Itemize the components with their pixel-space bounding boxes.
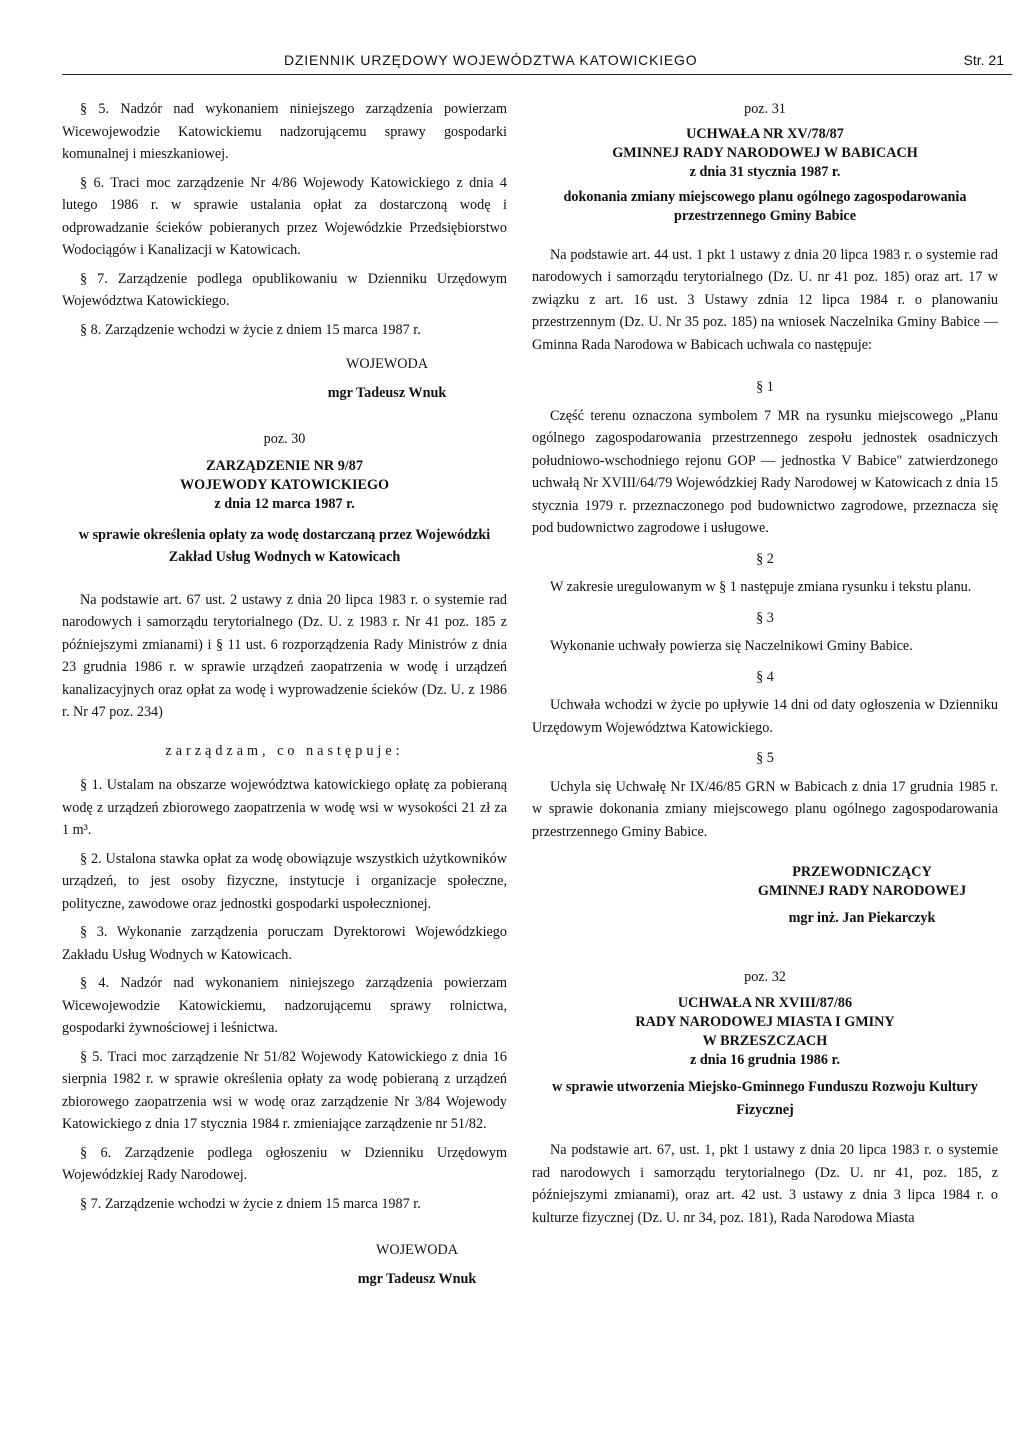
section-5: § 5. Traci moc zarządzenie Nr 51/82 Wojewody Katowickiego z dnia 16 sierpnia 1982 r. w sprawie określenia opłaty za wodę pobieraną z urządzeń zbiorowego zaopatrzenia wsi w wodę oraz zarządzenie Nr 3/84 Wojewody Katowickiego z dnia 17 stycznia 1984 r. zmieniające zarządzenie nr 51/82.	[62, 1048, 507, 1132]
section-7: § 7. Zarządzenie wchodzi w życie z dniem 15 marca 1987 r.	[80, 1195, 421, 1212]
position-number: poz. 31	[744, 101, 786, 117]
signature-name: mgr Tadeusz Wnuk	[357, 1270, 477, 1287]
signature-title: GMINNEJ RADY NARODOWEJ	[757, 883, 967, 899]
section-text-1: Część terenu oznaczona symbolem 7 MR na rysunku miejscowego „Planu ogólnego zagospodarowania przestrzennego zespołu jednostek osadniczych południowo-wschodniego rejonu GOP — jednostka V Babice" zatwierdzonego uchwałą Nr XVIII/64/79 Wojewódzkiej Rady Narodowej w Katowicach z dnia 15 stycznia 1979 r. przeznaczonego pod budownictwo zagrodowe, przeznacza się pod budownictwo zagrodowe i usługowe.	[532, 407, 998, 536]
signature-title: PRZEWODNICZĄCY	[792, 864, 932, 880]
resolution-preamble: Na podstawie art. 67, ust. 1, pkt 1 ustawy z dnia 20 lipca 1983 r. o systemie rad narodowych i samorządu terytorialnego (Dz. U. nr 41, poz. 185, z późniejszymi zmianami), oraz art. 42 ust. 3 ustawy z dnia 3 lipca 1984 r. o kulturze fizycznej (Dz. U. nr 34, poz. 181), Rada Narodowa Miasta	[532, 1142, 998, 1226]
section-1: § 1. Ustalam na obszarze województwa katowickiego opłatę za pobieraną wodę z urządzeń zbiorowego zaopatrzenia w wodę wsi w wysokości 21 zł za 1 m³.	[62, 777, 507, 838]
resolution-title: UCHWAŁA NR XVIII/87/86	[677, 995, 853, 1011]
left-column	[62, 98, 507, 1290]
position-number: poz. 32	[744, 968, 786, 985]
section-heading-3: § 3	[756, 609, 774, 626]
act-title: ZARZĄDZENIE NR 9/87	[206, 457, 363, 474]
section-2: § 2. Ustalona stawka opłat za wodę obowiązuje wszystkich użytkowników urządzeń, to jest osoby fizyczne, instytucje i organizacje społeczne, polityczne, zawodowe oraz jednostki gospodarki uspołecznionej.	[62, 850, 507, 912]
decree-formula: zarządzam, co następuje:	[165, 742, 404, 759]
journal-title: DZIENNIK URZĘDOWY WOJEWÓDZTWA KATOWICKIEGO	[284, 52, 698, 68]
chairman-signature	[722, 863, 1002, 930]
signature-block-2	[322, 1239, 512, 1290]
signature-name: mgr inż. Jan Piekarczyk	[788, 910, 936, 926]
section-heading-5: § 5	[756, 750, 774, 766]
resolution-date: z dnia 16 grudnia 1986 r.	[689, 1052, 841, 1068]
act-subject: w sprawie określenia opłaty za wodę dostarczaną przez Wojewódzki Zakład Usług Wodnych w Katowicach	[78, 526, 491, 565]
signature-block-1	[292, 353, 482, 404]
section-4: § 4. Nadzór nad wykonaniem niniejszego zarządzenia powierzam Wicewojewodzie Katowickiemu, nadzorującemu sprawy rolnictwa, gospodarki żywnościowej i leśnictwa.	[62, 975, 507, 1036]
section-heading-2: § 2	[756, 550, 774, 567]
right-column	[532, 98, 998, 1235]
resolution-date: z dnia 31 stycznia 1987 r.	[689, 163, 841, 180]
section-text-5: Uchyla się Uchwałę Nr IX/46/85 GRN w Babicach z dnia 17 grudnia 1985 r. w sprawie dokonania zmiany miejscowego planu ogólnego zagospodarowania przestrzennego Gminy Babice.	[532, 778, 998, 840]
resolution-title: UCHWAŁA NR XV/78/87	[686, 125, 844, 142]
resolution-issuer: W BRZESZCZACH	[702, 1033, 828, 1049]
paragraph-5: § 5. Nadzór nad wykonaniem niniejszego zarządzenia powierzam Wicewojewodzie Katowickiemu nadzorującemu sprawy gospodarki komunalnej i mieszkaniowej.	[62, 101, 507, 162]
section-heading-4: § 4	[756, 668, 774, 685]
section-text-2: W zakresie uregulowanym w § 1 następuje zmiana rysunku i tekstu planu.	[550, 579, 972, 595]
page-header	[62, 48, 1012, 75]
section-text-3: Wykonanie uchwały powierza się Naczelnikowi Gminy Babice.	[550, 638, 913, 654]
resolution-issuer: RADY NARODOWEJ MIASTA I GMINY	[635, 1014, 895, 1030]
act-date: z dnia 12 marca 1987 r.	[214, 495, 355, 512]
paragraph-6: § 6. Traci moc zarządzenie Nr 4/86 Wojewody Katowickiego z dnia 4 lutego 1986 r. w sprawie ustalania opłat za dostarczoną wodę i odprowadzanie ścieków pobieranych przez Wojewódzkie Przedsiębiorstwo Wodociągów i Kanalizacji w Katowicach.	[62, 174, 507, 258]
act-issuer: WOJEWODY KATOWICKIEGO	[179, 476, 390, 493]
section-heading-1: § 1	[756, 379, 774, 395]
resolution-issuer: GMINNEJ RADY NARODOWEJ W BABICACH	[612, 144, 918, 161]
section-3: § 3. Wykonanie zarządzenia poruczam Dyrektorowi Wojewódzkiego Zakładu Usług Wodnych w Katowicach.	[62, 924, 507, 963]
page-number: Str. 21	[963, 52, 1004, 68]
resolution-subject: w sprawie utworzenia Miejsko-Gminnego Funduszu Rozwoju Kultury Fizycznej	[552, 1079, 978, 1118]
signature-title: WOJEWODA	[346, 356, 428, 372]
resolution-preamble: Na podstawie art. 44 ust. 1 pkt 1 ustawy z dnia 20 lipca 1983 r. o systemie rad narodowych i samorządu terytorialnego (Dz. U. nr 41 poz. 185) oraz art. 17 w związku z art. 16 ust. 3 Ustawy zdnia 12 lipca 1984 r. o planowaniu przestrzennym (Dz. U. Nr 35 poz. 185) na wniosek Naczelnika Gminy Babice — Gminna Rada Narodowa w Babicach uchwala co następuje:	[532, 246, 998, 353]
signature-title: WOJEWODA	[376, 1242, 458, 1258]
act-heading	[62, 428, 507, 569]
section-text-4: Uchwała wchodzi w życie po upływie 14 dni od daty ogłoszenia w Dzienniku Urzędowym Województwa Katowickiego.	[532, 697, 998, 736]
section-6: § 6. Zarządzenie podlega ogłoszeniu w Dzienniku Urzędowym Wojewódzkiej Rady Narodowej.	[62, 1144, 507, 1183]
signature-name: mgr Tadeusz Wnuk	[327, 384, 447, 401]
preamble: Na podstawie art. 67 ust. 2 ustawy z dnia 20 lipca 1983 r. o systemie rad narodowych i samorządu terytorialnego (Dz. U. z 1983 r. Nr 41 poz. 185 z późniejszymi zmianami) i § 11 ust. 6 rozporządzenia Rady Ministrów z dnia 23 grudnia 1986 r. w sprawie urządzeń zaopatrzenia w wodę i urządzeń kanalizacyjnych oraz opłat za wodę i wyprowadzenie ścieków (Dz. U. z 1986 r. Nr 47 poz. 234)	[62, 591, 507, 720]
position-number: poz. 30	[263, 431, 306, 447]
resolution-subject: dokonania zmiany miejscowego planu ogólnego zagospodarowania przestrzennego Gminy Babice	[563, 188, 967, 224]
paragraph-7: § 7. Zarządzenie podlega opublikowaniu w Dzienniku Urzędowym Województwa Katowickiego.	[62, 270, 507, 309]
paragraph-8: § 8. Zarządzenie wchodzi w życie z dniem 15 marca 1987 r.	[80, 321, 421, 338]
